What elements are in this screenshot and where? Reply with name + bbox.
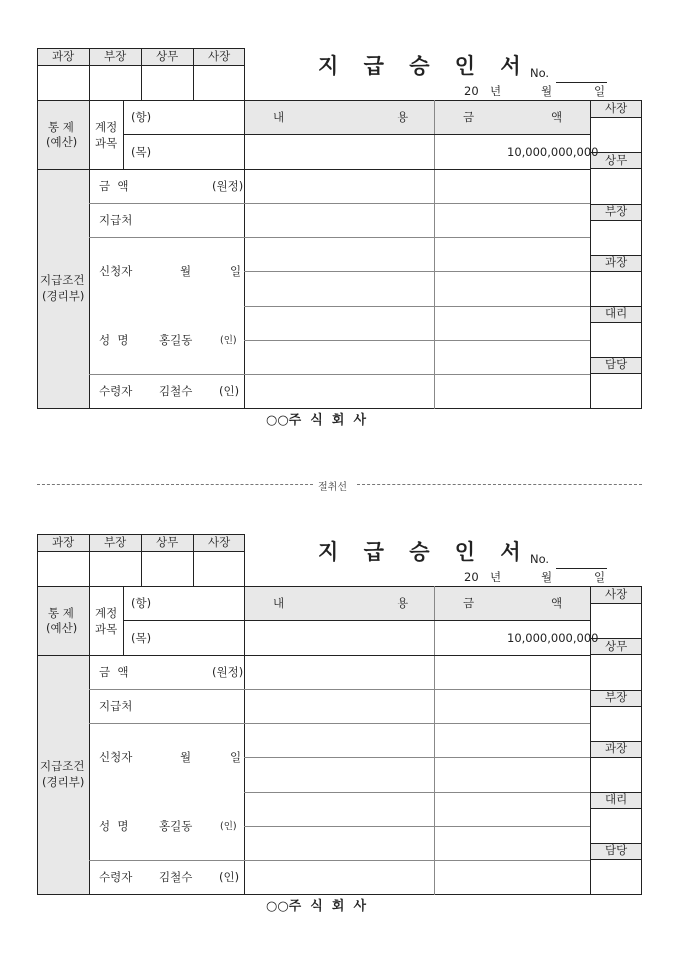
amount-value: 10,000,000,000	[507, 631, 599, 645]
account-group-label: 통 제	[48, 120, 74, 134]
receiver-label: 수령자	[99, 384, 133, 398]
name-seal: (인)	[220, 821, 237, 832]
amount-label: 금 액	[99, 179, 129, 193]
amount-value: 10,000,000,000	[507, 145, 599, 159]
company-name: ○○주 식 회 사	[266, 899, 367, 914]
date-month-unit: 월	[541, 84, 553, 98]
date-year-unit: 년	[490, 84, 502, 98]
amount-label: 금 액	[99, 665, 129, 679]
header-aek: 액	[551, 596, 563, 610]
no-label: No.	[530, 66, 550, 80]
name-value: 홍길동	[159, 819, 193, 833]
name-label: 성 명	[99, 819, 129, 833]
amount-unit: (원정)	[212, 665, 244, 679]
form-title: 지 급 승 인 서	[318, 54, 530, 78]
form-title: 지 급 승 인 서	[318, 540, 530, 564]
approval-label: 부장	[104, 49, 127, 63]
account-label-2: 과목	[95, 622, 118, 636]
conditions-group-sub: (경리부)	[42, 775, 85, 789]
no-field-line	[556, 568, 607, 569]
name-seal: (인)	[220, 335, 237, 346]
name-label: 성 명	[99, 333, 129, 347]
date-day-unit: 일	[594, 84, 606, 98]
date-year-unit: 년	[490, 570, 502, 584]
header-nae: 내	[273, 596, 285, 610]
receiver-name: 김철수	[159, 870, 193, 884]
cut-line-label: 절취선	[318, 482, 347, 493]
approval-label: 사장	[208, 49, 231, 63]
applicant-day: 일	[230, 750, 242, 764]
approval-label: 사장	[208, 535, 231, 549]
approval-right-label: 대리	[605, 306, 628, 320]
applicant-month: 월	[180, 750, 192, 764]
receiver-seal: (인)	[219, 870, 240, 884]
date-day-unit: 일	[594, 570, 606, 584]
account-hang: (항)	[131, 596, 152, 610]
date-month-unit: 월	[541, 570, 553, 584]
approval-right-label: 부장	[605, 204, 628, 218]
account-label-1: 계정	[95, 606, 118, 620]
company-name: ○○주 식 회 사	[266, 413, 367, 428]
approval-right-label: 과장	[605, 255, 628, 269]
payment-approval-form-2	[0, 486, 680, 914]
payee-label: 지급처	[99, 213, 133, 227]
receiver-seal: (인)	[219, 384, 240, 398]
header-nae: 내	[273, 110, 285, 124]
applicant-label: 신청자	[99, 264, 133, 278]
name-value: 홍길동	[159, 333, 193, 347]
receiver-name: 김철수	[159, 384, 193, 398]
approval-right-label: 담당	[605, 843, 628, 857]
account-mok: (목)	[131, 631, 152, 645]
approval-right-label: 사장	[605, 587, 628, 601]
applicant-month: 월	[180, 264, 192, 278]
conditions-group-label: 지급조건	[40, 759, 85, 773]
approval-right-label: 사장	[605, 101, 628, 115]
approval-right-label: 대리	[605, 792, 628, 806]
approval-right-label: 상무	[605, 639, 628, 653]
cut-line-left	[37, 484, 313, 485]
approval-label: 상무	[156, 49, 179, 63]
account-group-label: 통 제	[48, 606, 74, 620]
no-label: No.	[530, 552, 550, 566]
approval-right-label: 부장	[605, 690, 628, 704]
account-label-2: 과목	[95, 136, 118, 150]
cut-line-right	[357, 484, 642, 485]
approval-right-label: 담당	[605, 357, 628, 371]
header-yong: 용	[397, 110, 409, 124]
approval-label: 과장	[52, 535, 75, 549]
header-geum: 금	[463, 596, 475, 610]
payment-approval-form-1	[0, 0, 680, 428]
header-geum: 금	[463, 110, 475, 124]
account-mok: (목)	[131, 145, 152, 159]
header-yong: 용	[397, 596, 409, 610]
approval-label: 과장	[52, 49, 75, 63]
applicant-label: 신청자	[99, 750, 133, 764]
receiver-label: 수령자	[99, 870, 133, 884]
conditions-group-label: 지급조건	[40, 273, 85, 287]
approval-right-label: 과장	[605, 741, 628, 755]
conditions-group-sub: (경리부)	[42, 289, 85, 303]
header-aek: 액	[551, 110, 563, 124]
account-label-1: 계정	[95, 120, 118, 134]
amount-unit: (원정)	[212, 179, 244, 193]
applicant-day: 일	[230, 264, 242, 278]
no-field-line	[556, 82, 607, 83]
date-year: 20	[464, 570, 479, 584]
account-group-sub: (예산)	[46, 621, 78, 635]
approval-right-label: 상무	[605, 153, 628, 167]
approval-label: 부장	[104, 535, 127, 549]
account-group-sub: (예산)	[46, 135, 78, 149]
account-hang: (항)	[131, 110, 152, 124]
payee-label: 지급처	[99, 699, 133, 713]
approval-label: 상무	[156, 535, 179, 549]
date-year: 20	[464, 84, 479, 98]
